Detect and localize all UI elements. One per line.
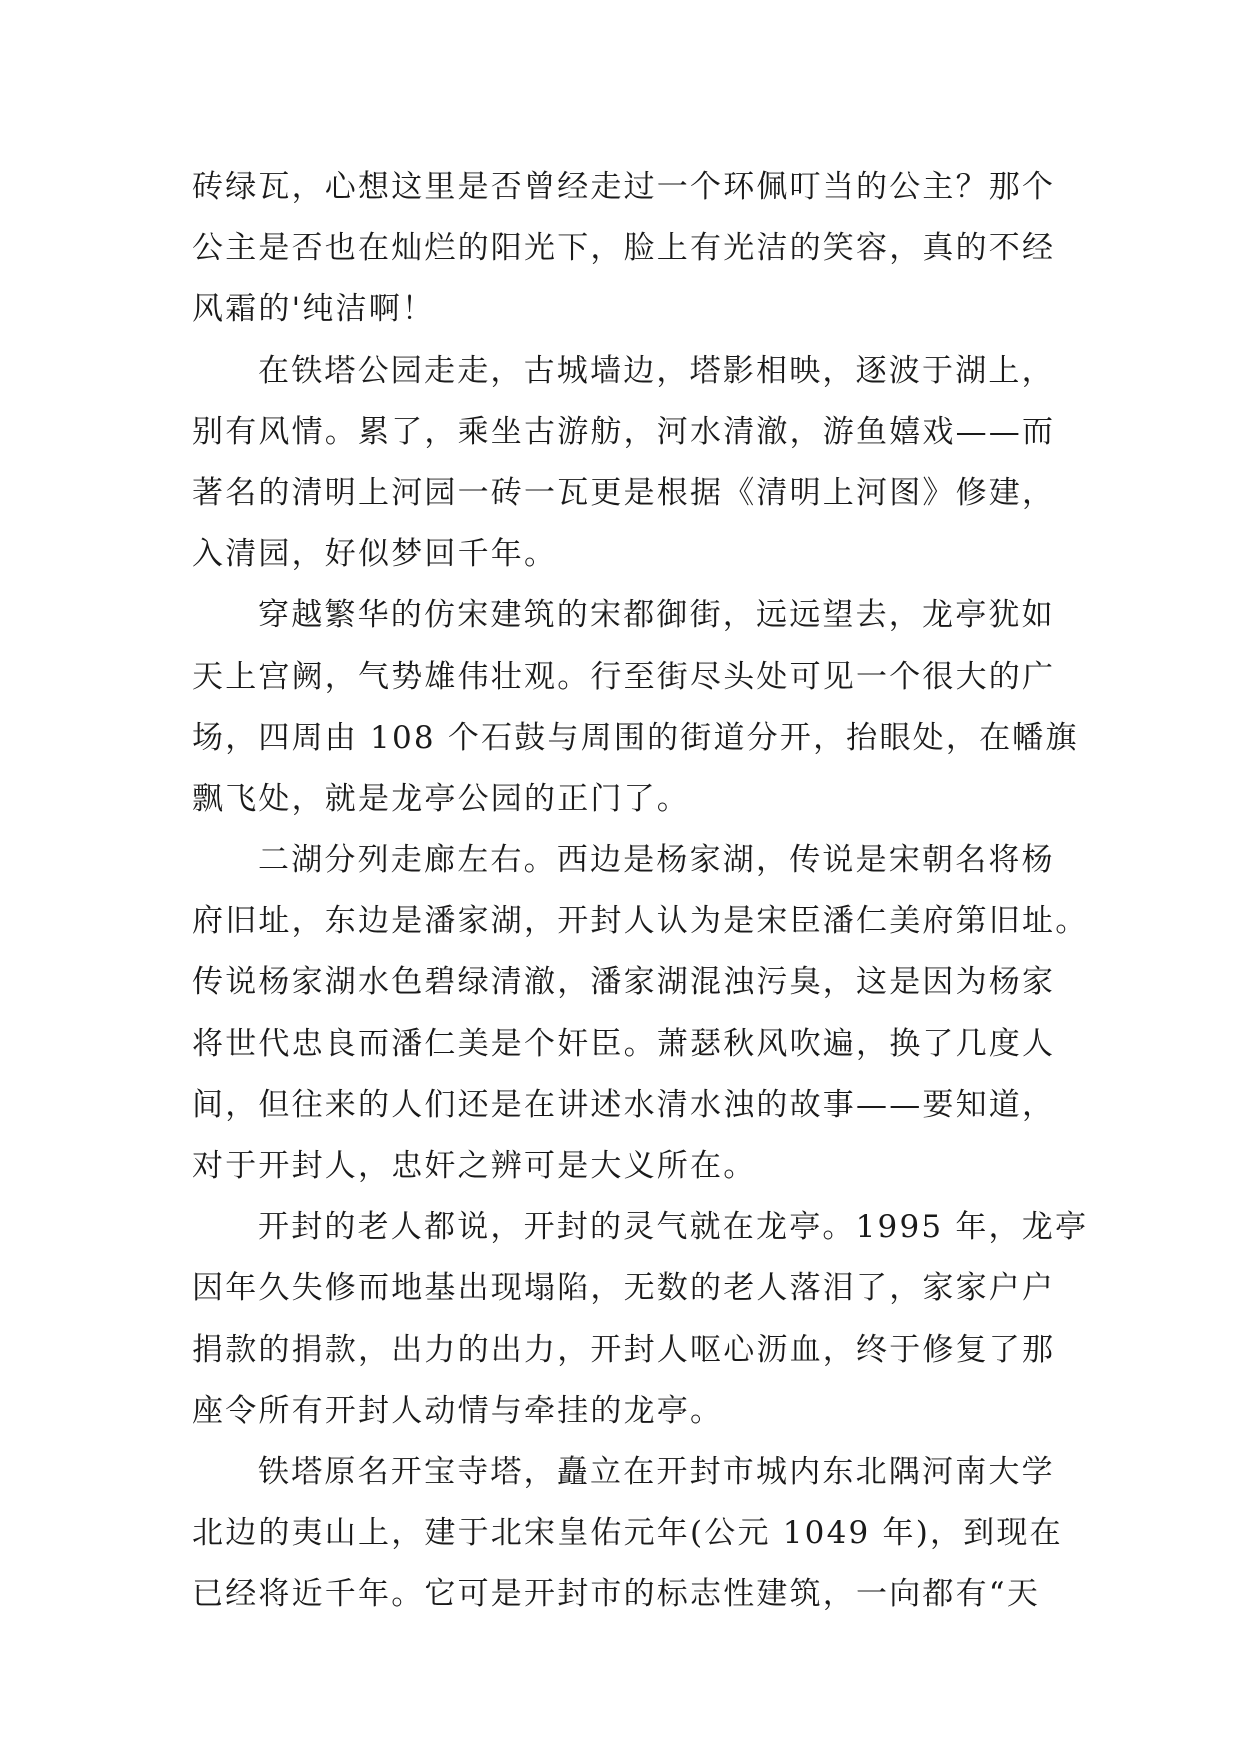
text-line: 传说杨家湖水色碧绿清澈，潘家湖混浊污臭，这是因为杨家 bbox=[192, 964, 1056, 1001]
text-line: 北边的夷山上，建于北宋皇佑元年(公元 1049 年)，到现在 bbox=[192, 1515, 1063, 1552]
text-line: 对于开封人，忠奸之辨可是大义所在。 bbox=[192, 1148, 757, 1184]
paragraph-first-line: 开封的老人都说，开封的灵气就在龙亭。1995 年，龙亭 bbox=[258, 1209, 1089, 1246]
text-line: 飘飞处，就是龙亭公园的正门了。 bbox=[192, 780, 690, 817]
text-line: 天上宫阙，气势雄伟壮观。行至街尽头处可见一个很大的广 bbox=[192, 658, 1056, 695]
text-line: 间，但往来的人们还是在讲述水清水浊的故事——要知道， bbox=[192, 1086, 1056, 1123]
text-line: 著名的清明上河园一砖一瓦更是根据《清明上河图》修建， bbox=[192, 474, 1056, 511]
paragraph-first-line: 穿越繁华的仿宋建筑的宋都御街，远远望去，龙亭犹如 bbox=[258, 597, 1055, 634]
text-line: 府旧址，东边是潘家湖，开封人认为是宋臣潘仁美府第旧址。 bbox=[192, 903, 1089, 940]
text-line: 入清园，好似梦回千年。 bbox=[192, 536, 558, 573]
text-line: 座令所有开封人动情与牵挂的龙亭。 bbox=[192, 1392, 724, 1429]
text-line: 场，四周由 108 个石鼓与周围的街道分开，抬眼处，在幡旗 bbox=[192, 719, 1079, 756]
text-line: 捐款的捐款，出力的出力，开封人呕心沥血，终于修复了那 bbox=[192, 1331, 1056, 1368]
text-line: 将世代忠良而潘仁美是个奸臣。萧瑟秋风吹遍，换了几度人 bbox=[192, 1025, 1056, 1062]
text-line: 风霜的'纯洁啊！ bbox=[192, 291, 436, 328]
text-line: 因年久失修而地基出现塌陷，无数的老人落泪了，家家户户 bbox=[192, 1270, 1056, 1307]
text-line: 已经将近千年。它可是开封市的标志性建筑，一向都有“天 bbox=[192, 1576, 1041, 1613]
paragraph-first-line: 在铁塔公园走走，古城墙边，塔影相映，逐波于湖上， bbox=[258, 352, 1055, 389]
paragraph-first-line: 二湖分列走廊左右。西边是杨家湖，传说是宋朝名将杨 bbox=[258, 842, 1055, 879]
paragraph-first-line: 铁塔原名开宝寺塔，矗立在开封市城内东北隅河南大学 bbox=[258, 1453, 1055, 1490]
text-line: 公主是否也在灿烂的阳光下，脸上有光洁的笑容，真的不经 bbox=[192, 230, 1056, 267]
text-line: 别有风情。累了，乘坐古游舫，河水清澈，游鱼嬉戏——而 bbox=[192, 413, 1056, 450]
text-line: 砖绿瓦，心想这里是否曾经走过一个环佩叮当的公主？那个 bbox=[192, 169, 1056, 205]
body-text bbox=[192, 157, 1089, 1626]
